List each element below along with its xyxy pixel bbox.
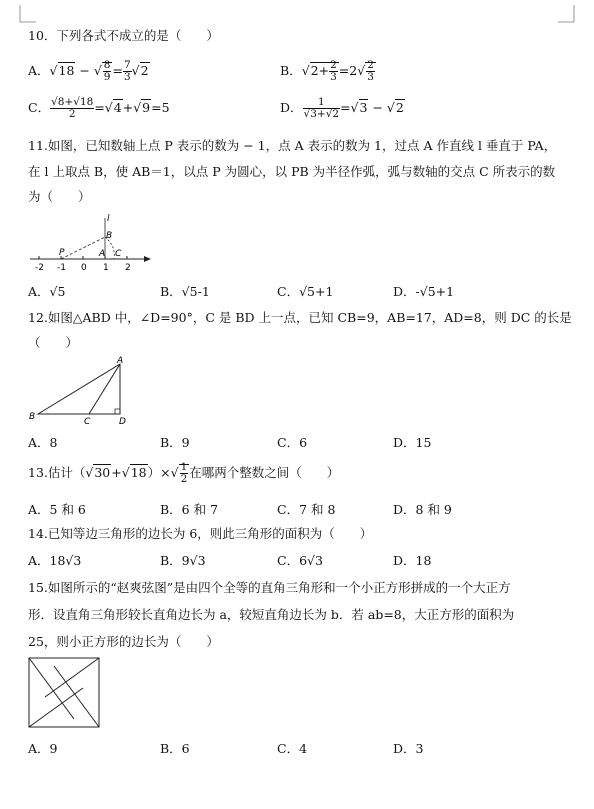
q13-stem-suffix: 在哪两个整数之间（ ） — [189, 465, 340, 480]
q15-option-c: C．4 — [277, 741, 308, 756]
q14-stem: 14.已知等边三角形的边长为 6，则此三角形的面积为（ ） — [28, 526, 373, 541]
q12-option-b: B．9 — [160, 435, 190, 450]
q11-option-c: C．√5+1 — [277, 284, 334, 299]
q12-vertex-label: C — [84, 417, 91, 427]
q13-stem-prefix: 13.估计（ — [28, 465, 86, 480]
q10-option-c-label: C． — [28, 100, 51, 115]
q15-option-d: D．3 — [393, 741, 424, 756]
q11-point-label: C — [115, 249, 122, 259]
q11-point-label: B — [106, 231, 113, 241]
q11-tick-label: -1 — [57, 263, 66, 273]
q12-line2: （ ） — [28, 335, 79, 350]
q12-option-a: A．8 — [28, 435, 58, 450]
q11-tick-label: 1 — [103, 263, 109, 273]
q10-option-b-label: B． — [280, 63, 302, 78]
q11-line2: 在 l 上取点 B，使 AB＝1，以点 P 为圆心，以 PB 为半径作弧，弧与数轴的交点 C 所表示的数 — [28, 164, 556, 179]
q11-line3: 为（ ） — [28, 189, 91, 204]
q15-line2: 形．设直角三角形较长直角边长为 a，较短直角边长为 b．若 ab=8，大正方形的面积为 — [28, 607, 515, 622]
q11-point-label: A — [99, 249, 106, 259]
q10-option-a-label: A． — [28, 63, 50, 78]
q13-option-b: B．6 和 7 — [160, 502, 219, 517]
q11-line1: 11.如图，已知数轴上点 P 表示的数为 − 1，点 A 表示的数为 1，过点 A 作直线 l 垂直于 PA， — [28, 138, 557, 153]
q12-option-c: C．6 — [277, 435, 308, 450]
q14-option-d: D．18 — [393, 553, 432, 568]
q11-option-d: D．-√5+1 — [393, 284, 455, 299]
q10-option-c: C． $\frac{√8+√18}{2}$ =√4+√9=5 — [28, 96, 170, 120]
q11-number-line-figure — [26, 212, 156, 274]
q15-option-b: B．6 — [160, 741, 190, 756]
q11-option-a: A．√5 — [28, 284, 66, 299]
q13-stem: 13.估计（√30+√18）×√ $\frac{1}{2}$ 在哪两个整数之间（ ） — [28, 461, 340, 485]
q11-tick-label: 0 — [81, 263, 87, 273]
q12-vertex-label: D — [119, 417, 126, 427]
q15-line1: 15.如图所示的“赵爽弦图”是由四个全等的直角三角形和一个小正方形拼成的一个大正方 — [28, 580, 511, 595]
q13-option-a: A．5 和 6 — [28, 502, 86, 517]
q15-zhao-shuang-chord-diagram — [28, 657, 102, 729]
q10-option-d: D． $\frac{1}{√3+√2}$ =√3 − √2 — [280, 96, 404, 120]
q14-option-c: C．6√3 — [277, 553, 323, 568]
q10-option-a: A．√18 − √ $\frac{8}{9}$ = $\frac{7}{3}$ √2 — [28, 59, 149, 83]
q10-option-b: B．√2+ $\frac{2}{3}$ =2√ $\frac{2}{3}$ — [280, 59, 374, 83]
q12-vertex-label: B — [29, 412, 36, 422]
q11-point-label: l — [107, 214, 110, 224]
q14-option-b: B．9√3 — [160, 553, 206, 568]
corner-mark-right — [554, 0, 594, 30]
q12-vertex-label: A — [117, 356, 124, 366]
q11-option-b: B．√5-1 — [160, 284, 210, 299]
q10-option-d-label: D． — [280, 100, 303, 115]
q11-tick-label: -2 — [35, 263, 44, 273]
q12-triangle-figure — [26, 356, 138, 428]
q13-option-d: D．8 和 9 — [393, 502, 452, 517]
q11-point-label: P — [59, 248, 65, 258]
q15-option-a: A．9 — [28, 741, 58, 756]
q15-line3: 25，则小正方形的边长为（ ） — [28, 634, 219, 649]
q12-line1: 12.如图△ABD 中，∠D=90°，C 是 BD 上一点，已知 CB=9，AB=17，AD=8，则 DC 的长是 — [28, 310, 572, 325]
q10-stem: 10．下列各式不成立的是（ ） — [28, 28, 219, 43]
q12-option-d: D．15 — [393, 435, 432, 450]
q14-option-a: A．18√3 — [28, 553, 82, 568]
q11-tick-label: 2 — [125, 263, 131, 273]
q13-option-c: C．7 和 8 — [277, 502, 336, 517]
